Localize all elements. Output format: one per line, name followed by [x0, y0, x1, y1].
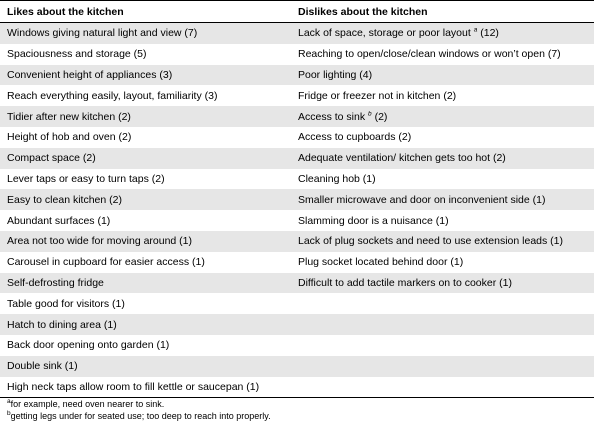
- dislike-cell: Adequate ventilation/ kitchen gets too hot (2): [291, 148, 594, 169]
- like-cell: Carousel in cupboard for easier access (1): [0, 252, 291, 273]
- like-cell: Tidier after new kitchen (2): [0, 106, 291, 127]
- dislike-cell: [291, 314, 594, 335]
- like-cell: Spaciousness and storage (5): [0, 44, 291, 65]
- footnote-text: getting legs under for seated use; too deep to reach into properly.: [10, 411, 271, 421]
- dislike-count: (12): [480, 27, 499, 40]
- footnote-reference: b: [368, 110, 372, 118]
- table-row: [0, 169, 594, 190]
- dislike-cell: [291, 23, 594, 44]
- dislike-cell: Difficult to add tactile markers on to cooker (1): [291, 273, 594, 294]
- table-row: [0, 356, 594, 377]
- footnote-text: for example, need oven nearer to sink.: [10, 399, 165, 409]
- dislike-cell: Fridge or freezer not in kitchen (2): [291, 85, 594, 106]
- header-likes: Likes about the kitchen: [0, 1, 291, 23]
- like-cell: Height of hob and oven (2): [0, 127, 291, 148]
- table-row: [0, 127, 594, 148]
- footnote-reference: a: [473, 26, 478, 34]
- like-cell: High neck taps allow room to fill kettle or saucepan (1): [0, 377, 291, 398]
- table-row: [0, 210, 594, 231]
- table-row: [0, 231, 594, 252]
- like-cell: Easy to clean kitchen (2): [0, 189, 291, 210]
- like-cell: Abundant surfaces (1): [0, 210, 291, 231]
- like-cell: Back door opening onto garden (1): [0, 335, 291, 356]
- table-header-row: [0, 1, 594, 23]
- table-row: [0, 65, 594, 86]
- dislike-text: Access to sink: [298, 110, 366, 123]
- like-cell: Double sink (1): [0, 356, 291, 377]
- footnote-b: [7, 411, 271, 422]
- like-cell: Hatch to dining area (1): [0, 314, 291, 335]
- table-row: [0, 377, 594, 398]
- table-row: [0, 273, 594, 294]
- table-row: [0, 252, 594, 273]
- dislike-cell: [291, 335, 594, 356]
- dislike-cell: Reaching to open/close/clean windows or won’t open (7): [291, 44, 594, 65]
- header-dislikes: Dislikes about the kitchen: [291, 1, 594, 23]
- table-row: [0, 189, 594, 210]
- dislike-cell: Cleaning hob (1): [291, 169, 594, 190]
- footnote-a: [7, 399, 164, 410]
- table-row: [0, 335, 594, 356]
- footnote-mark: a: [7, 398, 11, 405]
- dislike-text: Lack of space, storage or poor layout: [298, 27, 471, 40]
- like-cell: Area not too wide for moving around (1): [0, 231, 291, 252]
- like-cell: Lever taps or easy to turn taps (2): [0, 169, 291, 190]
- table-row: [0, 314, 594, 335]
- dislike-cell: [291, 356, 594, 377]
- like-cell: Table good for visitors (1): [0, 293, 291, 314]
- like-cell: Self-defrosting fridge: [0, 273, 291, 294]
- dislike-cell: Plug socket located behind door (1): [291, 252, 594, 273]
- dislike-cell: [291, 106, 594, 127]
- like-cell: Convenient height of appliances (3): [0, 65, 291, 86]
- table-row: [0, 293, 594, 314]
- dislike-cell: [291, 377, 594, 398]
- like-cell: Reach everything easily, layout, familiarity (3): [0, 85, 291, 106]
- dislike-cell: [291, 293, 594, 314]
- like-cell: Compact space (2): [0, 148, 291, 169]
- table-row: [0, 44, 594, 65]
- dislike-cell: Lack of plug sockets and need to use extension leads (1): [291, 231, 594, 252]
- dislike-count: (2): [374, 110, 388, 123]
- table-row: [0, 106, 594, 127]
- table-row: [0, 23, 594, 44]
- footnote-mark: b: [7, 410, 11, 417]
- dislike-cell: Poor lighting (4): [291, 65, 594, 86]
- dislike-cell: Slamming door is a nuisance (1): [291, 210, 594, 231]
- dislike-cell: Access to cupboards (2): [291, 127, 594, 148]
- table-row: [0, 85, 594, 106]
- like-cell: Windows giving natural light and view (7): [0, 23, 291, 44]
- table-row: [0, 148, 594, 169]
- dislike-cell: Smaller microwave and door on inconvenient side (1): [291, 189, 594, 210]
